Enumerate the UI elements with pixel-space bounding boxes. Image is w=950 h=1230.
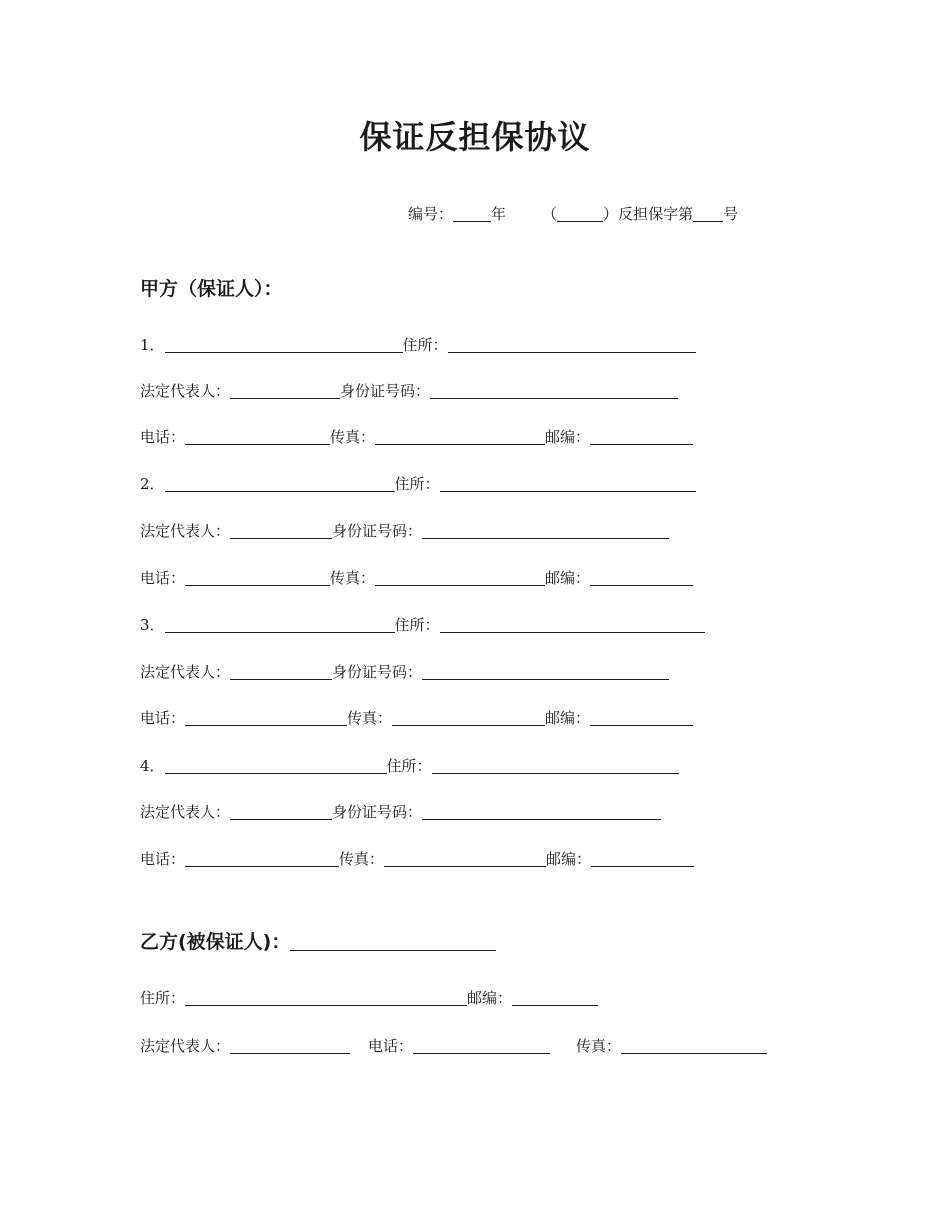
address-label: 住所： <box>394 616 440 634</box>
rep-label: 法定代表人： <box>140 382 231 400</box>
id-field[interactable] <box>422 523 669 539</box>
fax-field[interactable] <box>375 570 545 586</box>
number-code-blank[interactable] <box>557 206 603 222</box>
rep-label: 法定代表人： <box>140 663 231 681</box>
address-field[interactable] <box>440 476 696 492</box>
address-label: 住所： <box>386 757 432 775</box>
zip-label: 邮编： <box>545 428 591 446</box>
party-b-contact-line <box>140 1036 767 1056</box>
party-b-phone-field[interactable] <box>413 1038 550 1054</box>
rep-field[interactable] <box>230 664 332 680</box>
id-field[interactable] <box>422 664 669 680</box>
address-field[interactable] <box>440 617 705 633</box>
fax-label: 传真： <box>347 709 393 727</box>
document-title: 保证反担保协议 <box>359 118 591 156</box>
zip-field[interactable] <box>590 429 693 445</box>
address-field[interactable] <box>432 758 679 774</box>
number-middle-text: 反担保字第 <box>618 205 694 223</box>
id-field[interactable] <box>422 804 661 820</box>
number-paren-close: ） <box>603 205 619 223</box>
guarantor-name-field[interactable] <box>165 476 395 492</box>
address-field[interactable] <box>448 337 696 353</box>
entry-index: 1． <box>140 336 165 354</box>
fax-field[interactable] <box>375 429 545 445</box>
party-a-entry-1-contact-line <box>140 427 693 447</box>
entry-index: 3． <box>140 616 165 634</box>
fax-label: 传真： <box>330 428 376 446</box>
number-paren-open: （ <box>542 205 558 223</box>
entry-index: 4． <box>140 757 165 775</box>
party-b-zip-field[interactable] <box>512 990 598 1006</box>
id-label: 身份证号码： <box>332 522 423 540</box>
rep-label: 法定代表人： <box>140 803 231 821</box>
rep-field[interactable] <box>230 383 340 399</box>
id-field[interactable] <box>430 383 678 399</box>
zip-label: 邮编： <box>546 850 592 868</box>
party-a-entry-2-rep-line <box>140 521 669 541</box>
party-b-fax-field[interactable] <box>621 1038 767 1054</box>
party-a-entry-3-name-line <box>140 615 705 635</box>
number-year-blank[interactable] <box>453 206 491 222</box>
number-end-text: 号 <box>723 205 739 223</box>
fax-field[interactable] <box>392 710 545 726</box>
party-b-heading: 乙方(被保证人)： <box>140 931 291 953</box>
zip-field[interactable] <box>590 710 693 726</box>
phone-field[interactable] <box>185 710 347 726</box>
zip-label: 邮编： <box>545 569 591 587</box>
number-seq-blank[interactable] <box>693 206 723 222</box>
party-a-entry-1-rep-line <box>140 381 678 401</box>
guarantor-name-field[interactable] <box>165 758 387 774</box>
party-b-phone-label: 电话： <box>368 1037 414 1055</box>
entry-index: 2． <box>140 475 165 493</box>
fax-label: 传真： <box>330 569 376 587</box>
document-number-line <box>408 204 738 224</box>
phone-field[interactable] <box>185 570 330 586</box>
party-b-fax-label: 传真： <box>576 1037 622 1055</box>
party-a-entry-4-rep-line <box>140 802 661 822</box>
id-label: 身份证号码： <box>340 382 431 400</box>
address-label: 住所： <box>402 336 448 354</box>
party-b-address-line <box>140 988 598 1008</box>
party-a-entry-4-name-line <box>140 756 679 776</box>
id-label: 身份证号码： <box>332 803 423 821</box>
number-label: 编号： <box>408 205 454 223</box>
party-a-entry-1-name-line <box>140 335 696 355</box>
party-b-heading-line <box>140 930 496 954</box>
phone-field[interactable] <box>185 429 330 445</box>
party-a-entry-3-rep-line <box>140 662 669 682</box>
party-b-name-field[interactable] <box>290 932 496 951</box>
party-a-entry-4-contact-line <box>140 849 694 869</box>
phone-label: 电话： <box>140 569 186 587</box>
phone-field[interactable] <box>185 851 339 867</box>
address-label: 住所： <box>394 475 440 493</box>
rep-field[interactable] <box>230 523 332 539</box>
fax-field[interactable] <box>384 851 546 867</box>
guarantor-name-field[interactable] <box>165 337 403 353</box>
zip-field[interactable] <box>590 570 693 586</box>
phone-label: 电话： <box>140 709 186 727</box>
number-year-suffix: 年 <box>491 205 507 223</box>
phone-label: 电话： <box>140 428 186 446</box>
party-b-address-label: 住所： <box>140 989 186 1007</box>
party-b-address-field[interactable] <box>185 990 467 1006</box>
guarantor-name-field[interactable] <box>165 617 395 633</box>
fax-label: 传真： <box>339 850 385 868</box>
party-a-entry-3-contact-line <box>140 708 693 728</box>
party-a-entry-2-name-line <box>140 474 696 494</box>
zip-label: 邮编： <box>545 709 591 727</box>
zip-field[interactable] <box>591 851 694 867</box>
party-b-zip-label: 邮编： <box>467 989 513 1007</box>
party-a-heading: 甲方（保证人）： <box>140 278 283 300</box>
rep-label: 法定代表人： <box>140 522 231 540</box>
id-label: 身份证号码： <box>332 663 423 681</box>
rep-field[interactable] <box>230 804 332 820</box>
party-b-rep-field[interactable] <box>230 1038 350 1054</box>
phone-label: 电话： <box>140 850 186 868</box>
party-a-entry-2-contact-line <box>140 568 693 588</box>
party-b-rep-label: 法定代表人： <box>140 1037 231 1055</box>
